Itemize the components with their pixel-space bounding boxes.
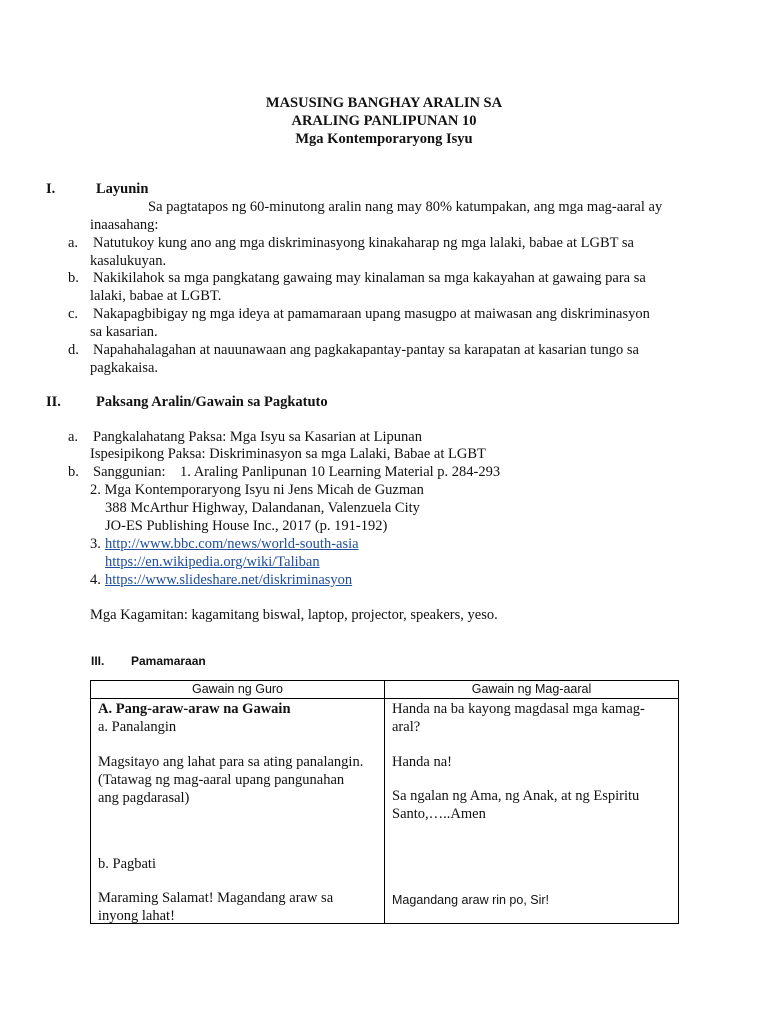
objective-b: Nakikilahok sa mga pangkatang gawaing may kinalaman sa mga kakayahan at gawaing para sa: [93, 270, 646, 286]
guro-prayer-1: Magsitayo ang lahat para sa ating panalangin.: [98, 754, 364, 770]
objective-c-letter: c.: [68, 306, 79, 322]
references-line1: Sanggunian: 1. Araling Panlipunan 10 Learning Material p. 284-293: [93, 464, 501, 480]
reference-2-line1: 2. Mga Kontemporaryong Isyu ni Jens Micah de Guzman: [90, 482, 424, 498]
objective-d: Napahahalagahan at nauunawaan ang pagkakapantay-pantay sa karapatan at kasarian tungo sa: [93, 342, 639, 358]
magaaral-ready: Handa na!: [392, 754, 452, 770]
section3-numeral: III.: [91, 654, 105, 668]
document-title-line1: MASUSING BANGHAY ARALIN SA: [265, 95, 503, 111]
objective-a-letter: a.: [68, 235, 79, 251]
reference-3-num: 3.: [90, 536, 101, 552]
document-title-line2: ARALING PANLIPUNAN 10: [291, 113, 477, 129]
col-header-magaaral: Gawain ng Mag-aaral: [385, 681, 679, 699]
objective-c: Nakapagbibigay ng mga ideya at pamamaraan upang masugpo at maiwasan ang diskriminasyon: [93, 306, 650, 322]
objective-d-cont: pagkakaisa.: [90, 360, 159, 376]
guro-heading: A. Pang-araw-araw na Gawain: [98, 701, 291, 717]
magaaral-amen-2: Santo,…..Amen: [392, 806, 486, 822]
section1-numeral: I.: [46, 181, 56, 197]
objective-a-cont: kasalukuyan.: [90, 253, 167, 269]
reference-2-line2: 388 McArthur Highway, Dalandanan, Valenzuela City: [105, 500, 420, 516]
magaaral-greet-reply: Magandang araw rin po, Sir!: [392, 893, 550, 907]
guro-sub-a: a. Panalangin: [98, 719, 177, 735]
materials-line: Mga Kagamitan: kagamitang biswal, laptop, projector, speakers, yeso.: [90, 607, 498, 623]
document-subtitle: Mga Kontemporaryong Isyu: [295, 131, 473, 147]
reference-3-link-wikipedia[interactable]: https://en.wikipedia.org/wiki/Taliban: [105, 554, 320, 570]
reference-4-num: 4.: [90, 572, 101, 588]
guro-prayer-2: (Tatawag ng mag-aaral upang pangunahan: [98, 772, 345, 788]
magaaral-question-1: Handa na ba kayong magdasal mga kamag-: [392, 701, 645, 717]
objective-d-letter: d.: [68, 342, 79, 358]
general-topic: Pangkalahatang Paksa: Mga Isyu sa Kasarian at Lipunan: [93, 429, 422, 445]
guro-sub-b: b. Pagbati: [98, 856, 156, 872]
magaaral-amen-1: Sa ngalan ng Ama, ng Anak, at ng Espiritu: [392, 788, 640, 804]
guro-greet-1: Maraming Salamat! Magandang araw sa: [98, 890, 334, 906]
guro-greet-2: inyong lahat!: [98, 908, 175, 924]
section1-intro-cont: inaasahang:: [90, 217, 159, 233]
cell-magaaral: [385, 699, 679, 924]
guro-prayer-3: ang pagdarasal): [98, 790, 190, 806]
specific-topic: Ispesipikong Paksa: Diskriminasyon sa mga Lalaki, Babae at LGBT: [90, 446, 486, 462]
section2-heading: Paksang Aralin/Gawain sa Pagkatuto: [96, 394, 328, 410]
reference-2-line3: JO-ES Publishing House Inc., 2017 (p. 191-192): [105, 518, 388, 534]
objective-b-letter: b.: [68, 270, 79, 286]
reference-4-link-slideshare[interactable]: https://www.slideshare.net/diskriminasyon: [105, 572, 353, 588]
magaaral-question-2: aral?: [392, 719, 421, 735]
section2-numeral: II.: [46, 394, 61, 410]
objective-b-cont: lalaki, babae at LGBT.: [90, 288, 222, 304]
topic-letter-a: a.: [68, 429, 79, 445]
references-letter-b: b.: [68, 464, 79, 480]
section1-intro: Sa pagtatapos ng 60-minutong aralin nang may 80% katumpakan, ang mga mag-aaral ay: [148, 199, 663, 215]
section1-heading: Layunin: [96, 181, 149, 197]
reference-3-link-bbc[interactable]: http://www.bbc.com/news/world-south-asia: [105, 536, 359, 552]
procedure-table: [90, 680, 679, 924]
section3-heading: Pamamaraan: [131, 654, 206, 668]
cell-guro: [91, 699, 385, 924]
objective-c-cont: sa kasarian.: [90, 324, 158, 340]
col-header-guro: Gawain ng Guro: [91, 681, 385, 699]
objective-a: Natutukoy kung ano ang mga diskriminasyong kinakaharap ng mga lalaki, babae at LGBT sa: [93, 235, 634, 251]
